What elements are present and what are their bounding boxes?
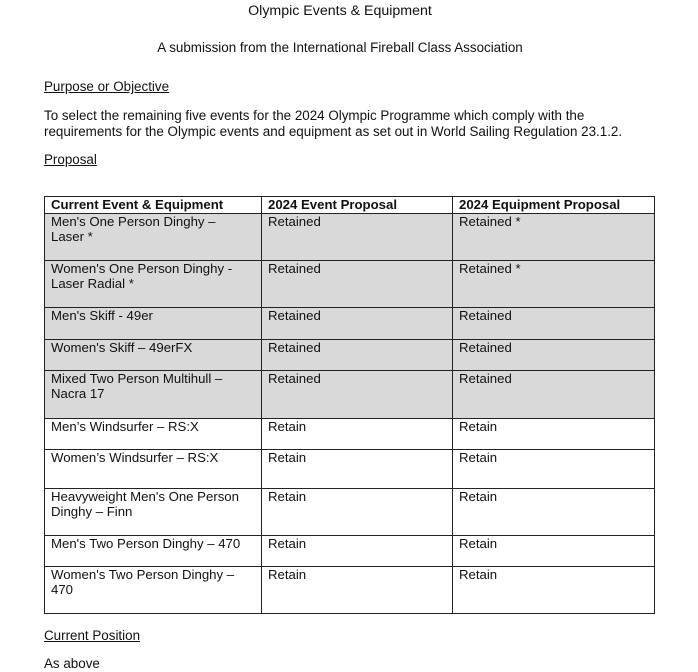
purpose-paragraph — [44, 108, 664, 140]
event-name-line-1: Women's Skiff – 49erFX — [51, 339, 193, 355]
cell-equipment-proposal: Retained — [453, 339, 655, 370]
purpose-heading: Purpose or Objective — [44, 79, 170, 94]
cell-event-proposal: Retain — [262, 418, 453, 449]
cell-event-proposal: Retained — [262, 213, 453, 260]
current-position-text: As above — [44, 656, 100, 671]
purpose-line-2: requirements for the Olympic events and equipment as set out in World Sailing Regulation 23.1.2. — [44, 124, 623, 139]
table-body — [45, 213, 655, 613]
cell-current-event — [45, 260, 262, 307]
table-row — [45, 339, 655, 370]
event-name-line-1: Men’s Windsurfer – RS:X — [51, 418, 199, 434]
cell-event-proposal: Retain — [262, 488, 453, 535]
cell-current-event — [45, 566, 262, 613]
column-header-equipment-proposal: 2024 Equipment Proposal — [453, 197, 655, 214]
column-header-event-proposal: 2024 Event Proposal — [262, 197, 453, 214]
cell-equipment-proposal: Retain — [453, 449, 655, 488]
column-header-current-event: Current Event & Equipment — [45, 197, 262, 214]
purpose-line-1: To select the remaining five events for the 2024 Olympic Programme which comply with the — [44, 108, 585, 123]
event-name-line-1: Women's Two Person Dinghy – — [51, 566, 235, 582]
event-name-line-2: Nacra 17 — [51, 386, 105, 401]
cell-event-proposal: Retained — [262, 260, 453, 307]
cell-current-event — [45, 418, 262, 449]
cell-equipment-proposal: Retained — [453, 370, 655, 418]
table-row — [45, 449, 655, 488]
current-position-heading: Current Position — [44, 628, 141, 643]
cell-equipment-proposal: Retain — [453, 566, 655, 613]
cell-current-event — [45, 449, 262, 488]
cell-event-proposal: Retained — [262, 370, 453, 418]
cell-event-proposal: Retained — [262, 307, 453, 339]
event-name-line-2: Dinghy – Finn — [51, 504, 133, 519]
cell-current-event — [45, 488, 262, 535]
document-subtitle: A submission from the International Fireball Class Association — [157, 40, 523, 55]
table-row — [45, 213, 655, 260]
cell-equipment-proposal: Retained * — [453, 260, 655, 307]
cell-event-proposal: Retain — [262, 566, 453, 613]
event-name-line-1: Men's Skiff - 49er — [51, 307, 153, 323]
table-row — [45, 307, 655, 339]
cell-current-event — [45, 213, 262, 260]
table-row — [45, 488, 655, 535]
document-title: Olympic Events & Equipment — [248, 3, 432, 19]
event-name-line-1: Mixed Two Person Multihull – — [51, 370, 223, 386]
cell-current-event — [45, 535, 262, 566]
table-row — [45, 370, 655, 418]
cell-current-event — [45, 307, 262, 339]
cell-equipment-proposal: Retained * — [453, 213, 655, 260]
table-row — [45, 418, 655, 449]
event-name-line-1: Men's Two Person Dinghy – 470 — [51, 535, 241, 551]
event-name-line-2: Laser Radial * — [51, 276, 134, 291]
cell-event-proposal: Retain — [262, 535, 453, 566]
event-name-line-1: Heavyweight Men's One Person — [51, 488, 239, 504]
event-name-line-2: Laser * — [51, 229, 93, 244]
table-header-row — [45, 197, 655, 214]
table-row — [45, 566, 655, 613]
cell-event-proposal: Retain — [262, 449, 453, 488]
cell-event-proposal: Retained — [262, 339, 453, 370]
cell-current-event — [45, 370, 262, 418]
proposal-heading: Proposal — [44, 152, 97, 167]
event-name-line-1: Women's One Person Dinghy - — [51, 260, 233, 276]
cell-equipment-proposal: Retain — [453, 488, 655, 535]
event-name-line-1: Women’s Windsurfer – RS:X — [51, 449, 219, 465]
cell-equipment-proposal: Retain — [453, 418, 655, 449]
table-row — [45, 260, 655, 307]
table-row — [45, 535, 655, 566]
event-name-line-1: Men's One Person Dinghy – — [51, 213, 216, 229]
proposal-table — [44, 196, 655, 614]
cell-equipment-proposal: Retain — [453, 535, 655, 566]
cell-equipment-proposal: Retained — [453, 307, 655, 339]
event-name-line-2: 470 — [51, 582, 74, 597]
cell-current-event — [45, 339, 262, 370]
